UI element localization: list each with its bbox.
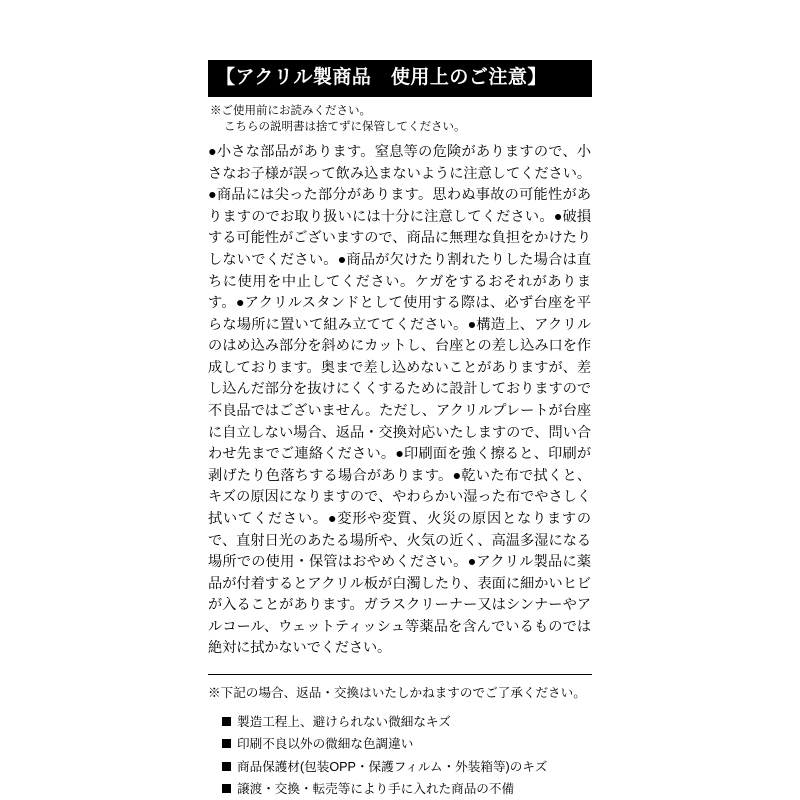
bullet-square-icon — [222, 717, 231, 726]
bullet-square-icon — [222, 784, 231, 793]
list-item-label: 印刷不良以外の微細な色調違い — [237, 737, 414, 752]
subnote-line-1: ※ご使用前にお読みください。 — [210, 104, 371, 117]
list-item-label: 譲渡・交換・転売等により手に入れた商品の不備 — [237, 782, 515, 797]
section-divider — [208, 674, 592, 675]
subnote-block — [208, 103, 592, 136]
list-item — [222, 711, 592, 733]
document-title: 【アクリル製商品 使用上のご注意】 — [208, 60, 592, 97]
list-item-label: 製造工程上、避けられない微細なキズ — [237, 714, 451, 729]
bullet-square-icon — [222, 739, 231, 748]
subnote-line-2: こちらの説明書は捨てずに保管してください。 — [224, 121, 466, 134]
list-item-label: 商品保護材(包装OPP・保護フィルム・外装箱等)のキズ — [237, 759, 548, 774]
cautions-body-text: ●小さな部品があります。窒息等の危険がありますので、小さなお子様が誤って飲み込まないように注意してください。●商品には尖った部分があります。思わぬ事故の可能性がありますのでお取り扱いには十分に注意してください。●破損する可能性がございますので、商品に無理な負担をかけたりしないでください。●商品が欠けたり割れたりした場合は直ちに使用を中止してください。ケガをするおそれがあります。●アクリルスタンドとして使用する際は、必ず台座を平らな場所に置いて組み立ててください。●構造上、アクリルのはめ込み部分を斜めにカットし、台座との差し込み口を作成しております。奥まで差し込めないことがありますが、差し込んだ部分を抜けにくくするために設計しておりますので不良品ではございません。ただし、アクリルプレートが台座に自立しない場合、返品・交換対応いたしますので、問い合わせ先までご連絡ください。●印刷面を強く擦ると、印刷が剥げたり色落ちする場合があります。●乾いた布で拭くと、キズの原因になりますので、やわらかい湿った布でやさしく拭いてください。●変形や変質、火災の原因となりますので、直射日光のあたる場所や、火気の近く、高温多湿になる場所での使用・保管はおやめください。●アクリル製品に薬品が付着するとアクリル板が白濁したり、表面に細かいヒビが入ることがあります。ガラスクリーナー又はシンナーやアルコール、ウェットティッシュ等薬品を含んでいるものでは絶対に拭かないでください。 — [208, 144, 591, 657]
list-item — [222, 756, 592, 778]
bullet-square-icon — [222, 762, 231, 771]
returns-note: ※下記の場合、返品・交換はいたしかねますのでご了承ください。 — [208, 685, 586, 700]
returns-exclusion-list — [208, 711, 592, 800]
instruction-sheet — [208, 60, 592, 797]
list-item — [222, 733, 592, 755]
list-item — [222, 778, 592, 800]
